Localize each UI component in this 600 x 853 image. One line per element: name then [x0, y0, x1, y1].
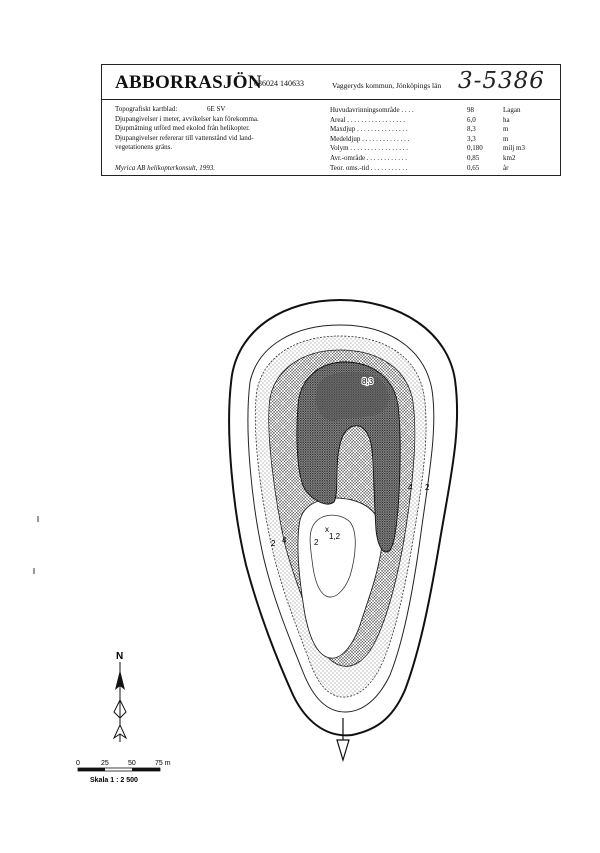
north-label: N — [116, 651, 124, 662]
depth-label-4: 4 — [408, 483, 413, 492]
topo-label: Topografiskt kartblad: — [115, 105, 178, 113]
fact-label: Huvudavrinningsområde . . . . — [330, 106, 414, 114]
fact-label: Teor. oms.-tid . . . . . . . . . . . — [330, 163, 408, 172]
fact-unit: Lagan — [503, 106, 521, 114]
fact-value: 0,65 — [467, 163, 480, 172]
depth-marker: x — [325, 525, 329, 534]
scale-bar — [76, 760, 171, 784]
depth-label-max: 8,3 — [362, 377, 374, 386]
note-line: Djupangivelser i meter, avvikelser kan förekomma. — [115, 114, 259, 123]
scale-tick: 75 m — [155, 760, 171, 767]
fact-value: 6,0 — [467, 115, 476, 124]
survey-credit: Myrica AB helikopterkonsult, 1993. — [115, 164, 215, 172]
depth-label-2: 2 — [271, 539, 276, 548]
fact-unit: år — [503, 163, 509, 172]
fact-unit: km2 — [503, 153, 516, 162]
fact-label: Avr.-område . . . . . . . . . . . . — [330, 153, 408, 162]
fact-label: Volym . . . . . . . . . . . . . . . . . — [330, 144, 409, 153]
coordinates: 636024 140633 — [254, 79, 304, 88]
fact-label: Maxdjup . . . . . . . . . . . . . . . — [330, 125, 408, 134]
depth-label-2: 2 — [425, 483, 430, 492]
fact-label: Medeldjup . . . . . . . . . . . . . . — [330, 134, 410, 143]
scale-label: Skala 1 : 2 500 — [90, 777, 138, 784]
fact-unit: milj m3 — [503, 144, 525, 153]
scale-tick: 50 — [128, 760, 136, 767]
topo-value: 6E SV — [207, 105, 226, 113]
note-line: vegetationens gräns. — [115, 143, 173, 151]
depth-label-shallow: 1,2 — [329, 532, 341, 541]
depth-label-4: 4 — [282, 536, 287, 545]
fact-value: 3,3 — [467, 134, 476, 143]
fact-value: 98 — [467, 106, 474, 114]
north-arrow — [114, 651, 126, 742]
fact-unit: m — [503, 134, 509, 143]
deepest-zone — [316, 372, 389, 421]
scale-tick: 0 — [76, 760, 80, 767]
note-line: Djupmätning utförd med ekolod från helikopter. — [115, 124, 250, 132]
fact-value: 0,85 — [467, 153, 480, 162]
fact-value: 8,3 — [467, 125, 476, 134]
depth-label-2: 2 — [314, 538, 319, 547]
fact-unit: m — [503, 125, 509, 134]
note-line: Djupangivelser refererar till vattenstånd vid land- — [115, 133, 254, 142]
fact-label: Areal . . . . . . . . . . . . . . . . . — [330, 115, 406, 124]
handwritten-id: 3-5386 — [458, 68, 545, 94]
municipality: Vaggeryds kommun, Jönköpings län — [332, 81, 442, 90]
lake-name: ABBORRASJÖN — [115, 72, 262, 93]
scale-tick: 25 — [101, 760, 109, 767]
fact-unit: ha — [503, 115, 510, 124]
fact-value: 0,180 — [467, 144, 483, 153]
